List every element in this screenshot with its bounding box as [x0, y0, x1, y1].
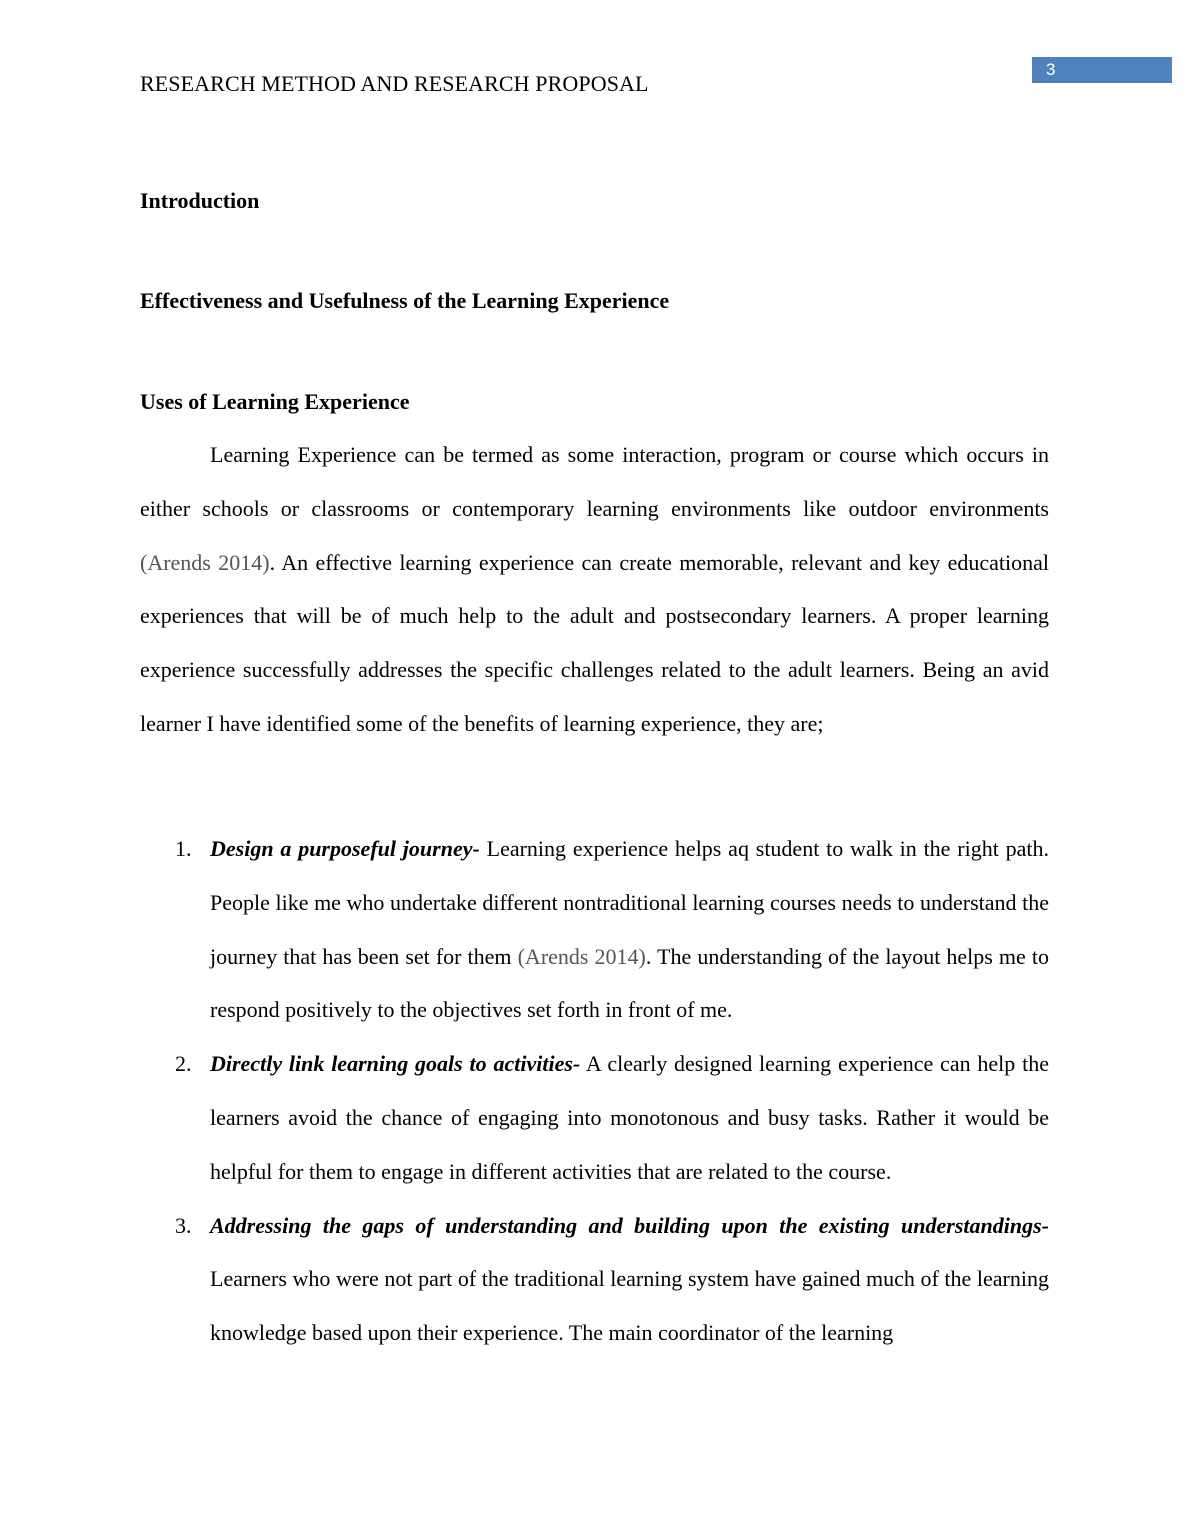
intro-paragraph [140, 428, 1049, 751]
running-head: RESEARCH METHOD AND RESEARCH PROPOSAL [140, 71, 649, 96]
list-item [140, 822, 1049, 1037]
citation: (Arends 2014) [517, 943, 646, 969]
list-item [140, 1037, 1049, 1198]
list-item-text: Learners who were not part of the traditional learning system have gained much of the learning knowledge based upon their experience. The main coordinator of the learning [210, 1266, 1049, 1346]
list-item-text: . The understanding of the layout helps me to respond positively to the objectives set forth in front of me. [210, 943, 1049, 1023]
list-item-text: Learning experience helps aq student to walk in the right path. People like me who undertake different nontraditional learning courses needs to understand the journey that has been set for them [210, 836, 1050, 969]
list-item-lead: Addressing the gaps of understanding and building upon the existing understandings- [210, 1212, 1049, 1238]
heading-introduction: Introduction [140, 188, 260, 213]
page-number: 3 [1032, 57, 1172, 83]
heading-effectiveness: Effectiveness and Usefulness of the Learning Experience [140, 288, 670, 313]
intro-text-part2: . An effective learning experience can create memorable, relevant and key educational experiences that will be of much help to the adult and postsecondary learners. A proper learning experience successfully addresses the specific challenges related to the adult learners. Being an avid learner I have identified some of the benefits of learning experience, they are; [140, 549, 1049, 736]
list-number: 1. [175, 836, 192, 861]
list-item-lead: Design a purposeful journey- [210, 836, 480, 861]
heading-uses: Uses of Learning Experience [140, 389, 410, 414]
intro-text-part1: Learning Experience can be termed as some interaction, program or course which occurs in either schools or classrooms or contemporary learning environments like outdoor environments [140, 442, 1049, 521]
list-item-lead: Directly link learning goals to activities- [210, 1051, 581, 1077]
list-item [140, 1199, 1049, 1360]
list-number: 3. [175, 1212, 192, 1238]
benefits-list [140, 822, 1049, 1360]
citation: (Arends 2014) [140, 549, 270, 575]
list-item-text: A clearly designed learning experience can help the learners avoid the chance of engaging into monotonous and busy tasks. Rather it would be helpful for them to engage in different activities that are related to the course. [210, 1051, 1049, 1184]
list-number: 2. [175, 1051, 192, 1077]
